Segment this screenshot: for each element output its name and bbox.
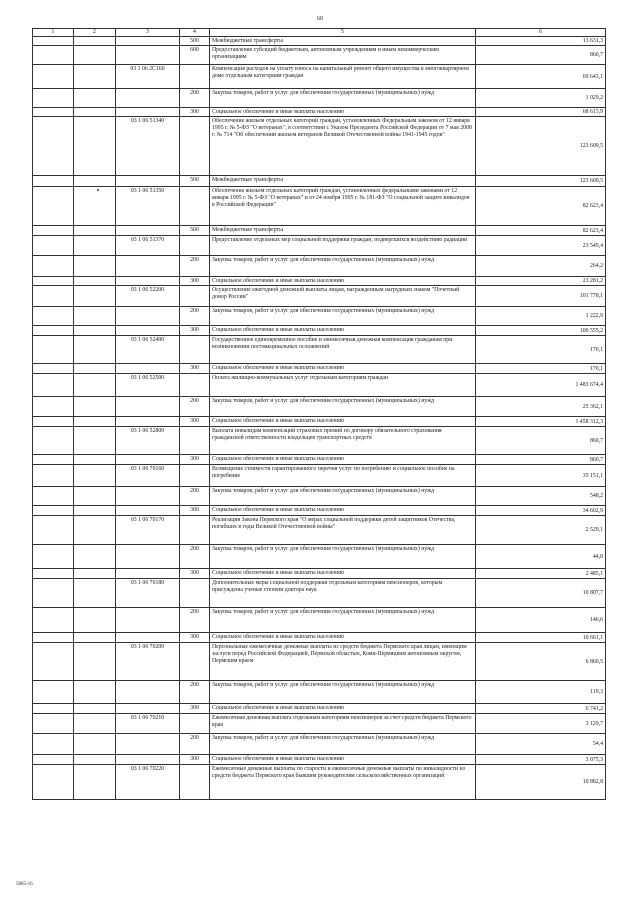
cell-code: 03 1 06 51370 — [116, 236, 180, 256]
header-col-5: 5 — [210, 29, 476, 37]
cell-value: 3 075,3 — [476, 755, 606, 765]
cell-code — [116, 569, 180, 579]
table-row — [33, 256, 606, 277]
cell-code: 03 1 06 70210 — [116, 714, 180, 734]
table-row — [33, 46, 606, 65]
cell-kvr: 300 — [180, 755, 210, 765]
table-row — [33, 506, 606, 516]
cell-col1 — [33, 608, 74, 633]
page-number: 60 — [317, 16, 323, 22]
cell-kvr: 500 — [180, 226, 210, 236]
cell-code — [116, 545, 180, 569]
header-col-4: 4 — [180, 29, 210, 37]
cell-value: 6 741,2 — [476, 704, 606, 714]
cell-name: Дополнительные меры социальной поддержки отдельным категориям пенсионеров, которым присуждены ученые степени доктора наук — [210, 579, 476, 608]
cell-value: 10 807,7 — [476, 579, 606, 608]
cell-col1 — [33, 633, 74, 643]
table-row — [33, 226, 606, 236]
cell-col1 — [33, 236, 74, 256]
cell-col1 — [33, 374, 74, 397]
cell-kvr: 300 — [180, 569, 210, 579]
cell-col2 — [74, 704, 116, 714]
cell-col1 — [33, 455, 74, 465]
cell-kvr: 200 — [180, 487, 210, 506]
cell-col1 — [33, 176, 74, 187]
table-row — [33, 286, 606, 307]
table-row — [33, 336, 606, 364]
cell-value: 146,6 — [476, 608, 606, 633]
cell-name: Социальное обеспечение и иные выплаты населению — [210, 633, 476, 643]
cell-value: 548,2 — [476, 487, 606, 506]
cell-col2 — [74, 37, 116, 46]
cell-code: 03 1 06 70200 — [116, 643, 180, 681]
cell-value: 82 623,4 — [476, 226, 606, 236]
cell-code: 03 1 06 2С160 — [116, 65, 180, 89]
cell-col1 — [33, 286, 74, 307]
table-row — [33, 326, 606, 336]
cell-name: Закупка товаров, работ и услуг для обеспечения государственных (муниципальных) нужд — [210, 89, 476, 108]
cell-kvr: 200 — [180, 734, 210, 755]
cell-code — [116, 397, 180, 417]
table-row — [33, 65, 606, 89]
cell-name: Социальное обеспечение и иные выплаты населению — [210, 704, 476, 714]
cell-kvr — [180, 765, 210, 800]
cell-value: 3 129,7 — [476, 714, 606, 734]
table-row — [33, 734, 606, 755]
cell-kvr — [180, 236, 210, 256]
cell-kvr: 200 — [180, 545, 210, 569]
budget-table — [32, 28, 606, 800]
table-row — [33, 643, 606, 681]
table-row — [33, 397, 606, 417]
cell-code — [116, 277, 180, 286]
cell-kvr: 200 — [180, 681, 210, 704]
stray-mark — [97, 189, 99, 191]
table-row — [33, 579, 606, 608]
cell-value: 119,3 — [476, 681, 606, 704]
cell-value: 2 529,1 — [476, 516, 606, 545]
cell-kvr — [180, 427, 210, 455]
cell-col1 — [33, 37, 74, 46]
cell-col2 — [74, 307, 116, 326]
cell-col1 — [33, 65, 74, 89]
cell-value: 264,2 — [476, 256, 606, 277]
cell-col1 — [33, 46, 74, 65]
cell-kvr — [180, 286, 210, 307]
cell-col2 — [74, 46, 116, 65]
cell-value: 101 778,1 — [476, 286, 606, 307]
cell-col1 — [33, 226, 74, 236]
cell-code — [116, 364, 180, 374]
cell-value: 6 860,5 — [476, 643, 606, 681]
cell-code — [116, 307, 180, 326]
cell-code: 03 1 06 70160 — [116, 465, 180, 487]
cell-code — [116, 681, 180, 704]
cell-col2 — [74, 226, 116, 236]
cell-kvr: 300 — [180, 326, 210, 336]
cell-name: Ежемесячная денежная выплата отдельным категориям пенсионеров за счет средств бюджета Пермского края — [210, 714, 476, 734]
cell-value: 10 661,1 — [476, 633, 606, 643]
cell-col2 — [74, 633, 116, 643]
cell-code: 03 1 06 70220 — [116, 765, 180, 800]
cell-col2 — [74, 506, 116, 516]
table-row — [33, 681, 606, 704]
cell-kvr: 200 — [180, 256, 210, 277]
cell-code — [116, 734, 180, 755]
cell-col2 — [74, 176, 116, 187]
cell-name: Социальное обеспечение и иные выплаты населению — [210, 455, 476, 465]
cell-value: 860,7 — [476, 455, 606, 465]
cell-value: 13 631,3 — [476, 37, 606, 46]
cell-name: Межбюджетные трансферты — [210, 226, 476, 236]
cell-col2 — [74, 336, 116, 364]
cell-col2 — [74, 108, 116, 117]
cell-code — [116, 256, 180, 277]
cell-value: 23 281,2 — [476, 277, 606, 286]
cell-col1 — [33, 187, 74, 226]
cell-code — [116, 46, 180, 65]
cell-kvr — [180, 643, 210, 681]
cell-col2 — [74, 681, 116, 704]
cell-kvr — [180, 336, 210, 364]
cell-name: Социальное обеспечение и иные выплаты населению — [210, 755, 476, 765]
cell-col1 — [33, 704, 74, 714]
cell-code: 03 1 06 51350 — [116, 187, 180, 226]
table-row — [33, 108, 606, 117]
cell-col1 — [33, 569, 74, 579]
cell-code — [116, 455, 180, 465]
cell-value: 860,7 — [476, 46, 606, 65]
cell-code — [116, 326, 180, 336]
table-row — [33, 176, 606, 187]
cell-col2 — [74, 187, 116, 226]
cell-name: Государственное единовременное пособие и ежемесячная денежная компенсация гражданам при возникновении поствакцинальных осложнений — [210, 336, 476, 364]
cell-code: 03 1 06 52800 — [116, 427, 180, 455]
cell-col2 — [74, 714, 116, 734]
table-row — [33, 569, 606, 579]
cell-col1 — [33, 256, 74, 277]
cell-col2 — [74, 734, 116, 755]
cell-code — [116, 226, 180, 236]
cell-code — [116, 89, 180, 108]
cell-col2 — [74, 364, 116, 374]
cell-name: Предоставление субсидий бюджетным, автономным учреждениям и иным некоммерческим организациям — [210, 46, 476, 65]
cell-name: Компенсация расходов на уплату взноса на капитальный ремонт общего имущества в многоквартирном доме отдельным категориям граждан — [210, 65, 476, 89]
cell-name: Оплата жилищно-коммунальных услуг отдельным категориям граждан — [210, 374, 476, 397]
cell-col2 — [74, 374, 116, 397]
cell-col2 — [74, 516, 116, 545]
table-row — [33, 755, 606, 765]
cell-name: Выплата инвалидам компенсаций страховых премий по договору обязательного страхования гражданской ответственности владельцев транспортных средств — [210, 427, 476, 455]
cell-col1 — [33, 465, 74, 487]
cell-kvr: 300 — [180, 455, 210, 465]
cell-col2 — [74, 65, 116, 89]
cell-col1 — [33, 681, 74, 704]
cell-code: 03 1 06 52500 — [116, 374, 180, 397]
cell-value: 170,1 — [476, 364, 606, 374]
cell-col1 — [33, 755, 74, 765]
cell-col2 — [74, 487, 116, 506]
cell-name: Ежемесячные денежные выплаты по старости и ежемесячные денежные выплаты по инвалидности из средств бюджета Пермского края бывшим руководителям сельскохозяйственных организаций — [210, 765, 476, 800]
cell-name: Социальное обеспечение и иные выплаты населению — [210, 326, 476, 336]
cell-code: 03 1 06 70180 — [116, 579, 180, 608]
cell-col1 — [33, 364, 74, 374]
cell-name: Социальное обеспечение и иные выплаты населению — [210, 108, 476, 117]
footer-code: 5865-16 — [16, 882, 33, 887]
cell-name: Предоставление отдельных мер социальной поддержки граждан, подвергшихся воздействию радиации — [210, 236, 476, 256]
cell-code — [116, 487, 180, 506]
cell-col1 — [33, 427, 74, 455]
cell-kvr — [180, 714, 210, 734]
cell-name: Реализация Закона Пермского края "О мерах социальной поддержки детей защитников Отечества, погибших в годы Великой Отечественной войны" — [210, 516, 476, 545]
cell-col2 — [74, 236, 116, 256]
cell-kvr: 300 — [180, 506, 210, 516]
cell-value: 68 613,9 — [476, 108, 606, 117]
cell-code: 03 1 06 52200 — [116, 286, 180, 307]
cell-col2 — [74, 455, 116, 465]
cell-value: 34 602,9 — [476, 506, 606, 516]
cell-col2 — [74, 117, 116, 176]
cell-kvr: 300 — [180, 704, 210, 714]
cell-col2 — [74, 256, 116, 277]
cell-value: 1 029,2 — [476, 89, 606, 108]
cell-code — [116, 608, 180, 633]
cell-col2 — [74, 765, 116, 800]
table-row — [33, 417, 606, 427]
table-row — [33, 364, 606, 374]
table-row — [33, 455, 606, 465]
cell-value: 860,7 — [476, 427, 606, 455]
cell-col1 — [33, 765, 74, 800]
cell-kvr — [180, 374, 210, 397]
cell-name: Социальное обеспечение и иные выплаты населению — [210, 364, 476, 374]
cell-col1 — [33, 714, 74, 734]
cell-col1 — [33, 545, 74, 569]
cell-col1 — [33, 117, 74, 176]
cell-name: Закупка товаров, работ и услуг для обеспечения государственных (муниципальных) нужд — [210, 307, 476, 326]
cell-col1 — [33, 336, 74, 364]
cell-code — [116, 108, 180, 117]
table-row — [33, 545, 606, 569]
cell-code — [116, 37, 180, 46]
table-row — [33, 427, 606, 455]
cell-kvr: 300 — [180, 364, 210, 374]
cell-col1 — [33, 487, 74, 506]
cell-kvr: 300 — [180, 108, 210, 117]
header-col-6: 6 — [476, 29, 606, 37]
cell-col1 — [33, 277, 74, 286]
cell-code — [116, 176, 180, 187]
table-row — [33, 633, 606, 643]
cell-kvr: 200 — [180, 608, 210, 633]
cell-code — [116, 633, 180, 643]
cell-kvr: 500 — [180, 37, 210, 46]
cell-col2 — [74, 643, 116, 681]
cell-col2 — [74, 326, 116, 336]
cell-code — [116, 417, 180, 427]
table-row — [33, 307, 606, 326]
cell-name: Социальное обеспечение и иные выплаты населению — [210, 506, 476, 516]
cell-kvr: 200 — [180, 89, 210, 108]
cell-value: 170,1 — [476, 336, 606, 364]
cell-kvr: 200 — [180, 307, 210, 326]
header-col-2: 2 — [74, 29, 116, 37]
cell-value: 25 362,1 — [476, 397, 606, 417]
cell-value: 44,0 — [476, 545, 606, 569]
cell-name: Закупка товаров, работ и услуг для обеспечения государственных (муниципальных) нужд — [210, 397, 476, 417]
cell-col2 — [74, 579, 116, 608]
cell-col2 — [74, 465, 116, 487]
cell-name: Закупка товаров, работ и услуг для обеспечения государственных (муниципальных) нужд — [210, 608, 476, 633]
cell-col1 — [33, 89, 74, 108]
cell-col1 — [33, 516, 74, 545]
cell-col1 — [33, 397, 74, 417]
cell-col2 — [74, 397, 116, 417]
table-row — [33, 37, 606, 46]
cell-kvr: 500 — [180, 176, 210, 187]
cell-value: 35 151,1 — [476, 465, 606, 487]
table-row — [33, 89, 606, 108]
table-row — [33, 465, 606, 487]
cell-col1 — [33, 506, 74, 516]
cell-kvr: 200 — [180, 397, 210, 417]
cell-value: 123 609,5 — [476, 117, 606, 176]
cell-col1 — [33, 643, 74, 681]
cell-code — [116, 704, 180, 714]
cell-col2 — [74, 417, 116, 427]
cell-name: Закупка товаров, работ и услуг для обеспечения государственных (муниципальных) нужд — [210, 545, 476, 569]
header-col-3: 3 — [116, 29, 180, 37]
cell-kvr — [180, 187, 210, 226]
header-row — [33, 29, 606, 37]
cell-col1 — [33, 579, 74, 608]
table-row — [33, 117, 606, 176]
cell-col1 — [33, 734, 74, 755]
cell-name: Социальное обеспечение и иные выплаты населению — [210, 277, 476, 286]
cell-value: 100 555,2 — [476, 326, 606, 336]
cell-value: 23 545,4 — [476, 236, 606, 256]
table-row — [33, 608, 606, 633]
cell-col2 — [74, 755, 116, 765]
cell-name: Закупка товаров, работ и услуг для обеспечения государственных (муниципальных) нужд — [210, 734, 476, 755]
cell-col2 — [74, 89, 116, 108]
cell-code: 03 1 06 70170 — [116, 516, 180, 545]
cell-kvr — [180, 65, 210, 89]
table-row — [33, 277, 606, 286]
cell-value: 10 882,8 — [476, 765, 606, 800]
cell-code: 03 1 06 52400 — [116, 336, 180, 364]
cell-col2 — [74, 427, 116, 455]
cell-col2 — [74, 286, 116, 307]
cell-col1 — [33, 326, 74, 336]
table-row — [33, 704, 606, 714]
table-row — [33, 516, 606, 545]
cell-name: Закупка товаров, работ и услуг для обеспечения государственных (муниципальных) нужд — [210, 681, 476, 704]
cell-value: 54,4 — [476, 734, 606, 755]
cell-kvr — [180, 516, 210, 545]
table-row — [33, 374, 606, 397]
cell-code — [116, 506, 180, 516]
cell-value: 2 485,1 — [476, 569, 606, 579]
cell-value: 1 458 312,3 — [476, 417, 606, 427]
cell-name: Возмещение стоимости гарантированного перечня услуг по погребению и социальное пособие на погребение — [210, 465, 476, 487]
cell-name: Межбюджетные трансферты — [210, 176, 476, 187]
cell-name: Межбюджетные трансферты — [210, 37, 476, 46]
cell-name: Социальное обеспечение и иные выплаты населению — [210, 417, 476, 427]
cell-value: 1 483 674,4 — [476, 374, 606, 397]
cell-value: 69 643,1 — [476, 65, 606, 89]
cell-kvr — [180, 465, 210, 487]
cell-value: 123 609,5 — [476, 176, 606, 187]
cell-code: 03 1 06 51340 — [116, 117, 180, 176]
cell-name: Социальное обеспечение и иные выплаты населению — [210, 569, 476, 579]
cell-name: Персональные ежемесячные денежные выплаты из средств бюджета Пермского края лицам, имеющим заслуги перед Российской Федерацией, Пермской областью, Коми-Пермяцким автономным округом, Пермским краем — [210, 643, 476, 681]
cell-value: 1 222,9 — [476, 307, 606, 326]
cell-kvr: 600 — [180, 46, 210, 65]
cell-col1 — [33, 417, 74, 427]
cell-kvr — [180, 117, 210, 176]
table-row — [33, 714, 606, 734]
cell-col2 — [74, 608, 116, 633]
cell-col1 — [33, 108, 74, 117]
cell-name: Закупка товаров, работ и услуг для обеспечения государственных (муниципальных) нужд — [210, 256, 476, 277]
cell-kvr: 300 — [180, 417, 210, 427]
cell-col2 — [74, 545, 116, 569]
cell-kvr: 300 — [180, 277, 210, 286]
cell-col2 — [74, 277, 116, 286]
cell-name: Обеспечение жильем отдельных категорий граждан, установленных федеральными законами от 12 января 1995 г. № 5-ФЗ "О ветеранах" и от 24 ноября 1995 г. № 181-ФЗ "О социальной защите инвалидов в Российской Федерации" — [210, 187, 476, 226]
table-row — [33, 487, 606, 506]
cell-name: Закупка товаров, работ и услуг для обеспечения государственных (муниципальных) нужд — [210, 487, 476, 506]
cell-name: Обеспечение жильем отдельных категорий граждан, установленных Федеральным законом от 12 января 1995 г. № 5-ФЗ "О ветеранах", в соответствии с Указом Президента Российской Федерации от 7 мая 2008 г. № 714 "Об обеспечении жильем ветеранов Великой Отечественной войны 1941-1945 годов" — [210, 117, 476, 176]
cell-col1 — [33, 307, 74, 326]
table-row — [33, 187, 606, 226]
cell-code — [116, 755, 180, 765]
cell-kvr: 300 — [180, 633, 210, 643]
header-col-1: 1 — [33, 29, 74, 37]
cell-col2 — [74, 569, 116, 579]
table-row — [33, 765, 606, 800]
cell-kvr — [180, 579, 210, 608]
cell-name: Осуществление ежегодной денежной выплаты лицам, награжденным нагрудным знаком "Почетный донор России" — [210, 286, 476, 307]
table-row — [33, 236, 606, 256]
cell-value: 82 623,4 — [476, 187, 606, 226]
